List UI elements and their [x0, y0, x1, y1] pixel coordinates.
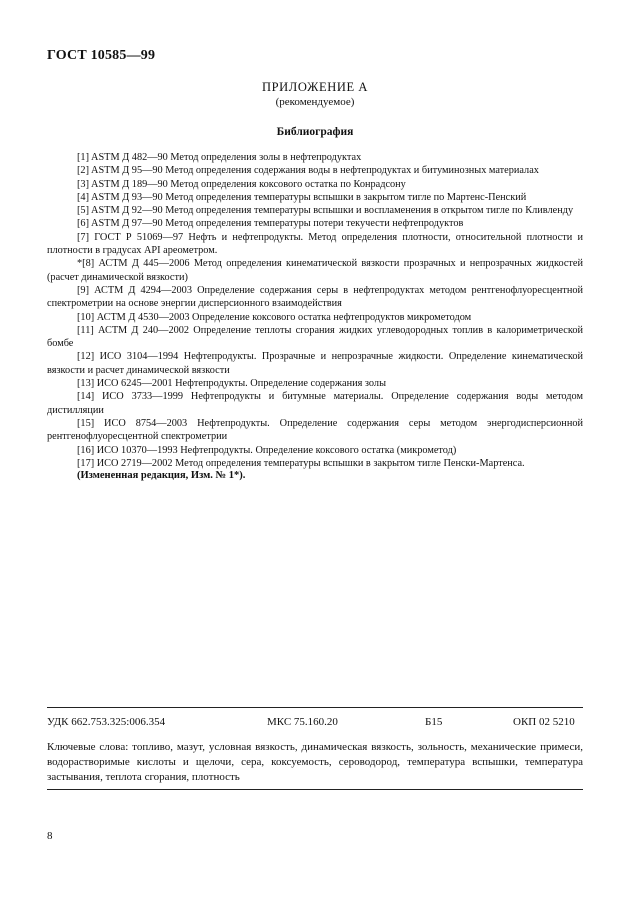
reference-item: [12] ИСО 3104—1994 Нефтепродукты. Прозрачные и непрозрачные жидкости. Определение кинематической вязкости и расчет динамической вязкости	[47, 351, 583, 376]
udk-code: УДК 662.753.325:006.354	[47, 716, 166, 728]
reference-item: [1] ASTM Д 482—90 Метод определения золы в нефтепродуктах	[77, 152, 362, 163]
page-number: 8	[47, 830, 53, 842]
group-code: Б15	[425, 716, 443, 728]
appendix-subtitle: (рекомендуемое)	[275, 96, 355, 108]
standard-code: ГОСТ 10585—99	[47, 48, 156, 63]
reference-item: [5] ASTM Д 92—90 Метод определения температуры вспышки и воспламенения в открытом тигле по Кливленду	[77, 205, 574, 217]
reference-item: [10] АСТМ Д 4530—2003 Определение коксового остатка нефтепродуктов микрометодом	[77, 311, 472, 323]
mks-code: МКС 75.160.20	[267, 716, 338, 728]
appendix-title: ПРИЛОЖЕНИЕ А	[261, 80, 369, 94]
reference-item: [3] ASTM Д 189—90 Метод определения коксового остатка по Конрадсону	[77, 178, 406, 190]
reference-item: [17] ИСО 2719—2002 Метод определения температуры вспышки в закрытом тигле Пенски-Мартенса.	[77, 457, 525, 469]
reference-item: [9] АСТМ Д 4294—2003 Определение содержания серы в нефтепродуктах методом рентгенофлуоресцентной спектрометрии на основе энергии дисперсионного взаимодействия	[47, 284, 583, 310]
okp-code: ОКП 02 5210	[513, 716, 575, 728]
reference-item: [6] ASTM Д 97—90 Метод определения температуры потери текучести нефтепродуктов	[77, 218, 464, 230]
keywords: Ключевые слова: топливо, мазут, условная вязкость, динамическая вязкость, зольность, механические примеси, водорастворимые кислоты и щелочи, сера, коксуемость, сероводород, температура вспышки, температура застывания, теплота сгорания, плотность	[47, 741, 583, 783]
bibliography-heading: Библиография	[276, 126, 354, 138]
footer-top-divider	[47, 707, 583, 708]
reference-item: [14] ИСО 3733—1999 Нефтепродукты и битумные материалы. Определение содержания воды методом дистилляции	[47, 391, 583, 416]
reference-item: [4] ASTM Д 93—90 Метод определения температуры вспышки в закрытом тигле по Мартенс-Пенский	[77, 191, 527, 203]
reference-item: [7] ГОСТ Р 51069—97 Нефть и нефтепродукты. Метод определения плотности, относительной плотности и плотности в градусах API ареометром.	[47, 231, 583, 257]
amendment-note: (Измененная редакция, Изм. № 1*).	[77, 470, 246, 481]
reference-item: [11] АСТМ Д 240—2002 Определение теплоты сгорания жидких углеводородных топлив в калориметрической бомбе	[47, 324, 583, 350]
reference-item: *[8] АСТМ Д 445—2006 Метод определения кинематической вязкости прозрачных и непрозрачных жидкостей (расчет динамической вязкости)	[47, 258, 583, 283]
footer-bottom-divider	[47, 789, 583, 790]
reference-item: [15] ИСО 8754—2003 Нефтепродукты. Определение содержания серы методом энергодисперсионной рентгенофлуоресцентной спектрометрии	[47, 417, 583, 443]
reference-item: [2] ASTM Д 95—90 Метод определения содержания воды в нефтепродуктах и битуминозных материалах	[77, 165, 539, 177]
reference-item: [13] ИСО 6245—2001 Нефтепродукты. Определение содержания золы	[77, 378, 386, 390]
appendix-title-block	[0, 80, 630, 108]
bibliography-list	[47, 151, 583, 470]
reference-item: [16] ИСО 10370—1993 Нефтепродукты. Определение коксового остатка (микрометод)	[77, 444, 457, 456]
